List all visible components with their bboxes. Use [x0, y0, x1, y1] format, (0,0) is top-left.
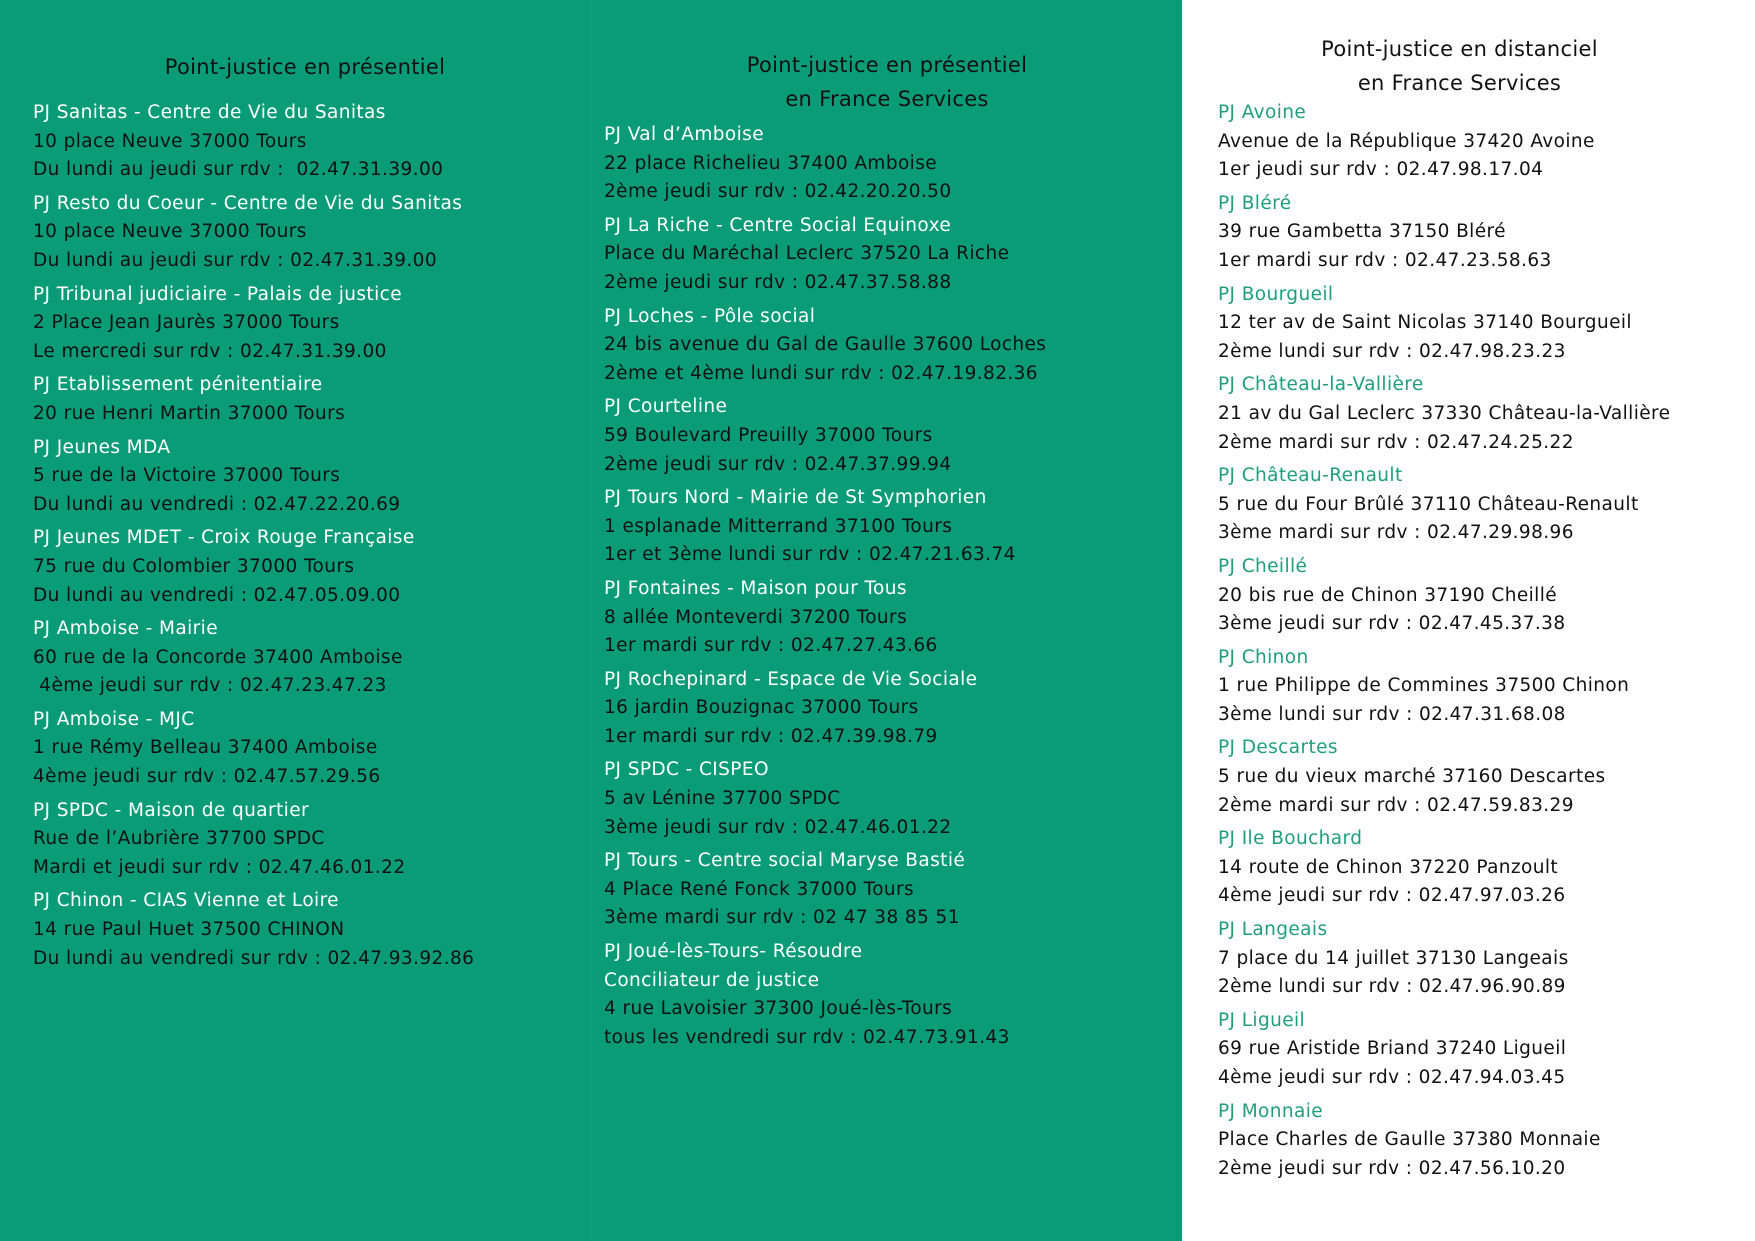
entry-schedule: Mardi et jeudi sur rdv : 02.47.46.01.22: [33, 856, 406, 878]
entry-name: PJ Château-Renault: [1218, 465, 1403, 487]
list-item: [1218, 644, 1670, 730]
entry-address: Rue de l’Aubrière 37700 SPDC: [33, 828, 325, 850]
entry-name: PJ Chinon - CIAS Vienne et Loire: [33, 890, 339, 912]
entry-address: 22 place Richelieu 37400 Amboise: [604, 152, 938, 174]
entry-address: 1 esplanade Mitterrand 37100 Tours: [604, 515, 953, 537]
entry-schedule: 1er mardi sur rdv : 02.47.23.58.63: [1218, 249, 1552, 271]
title-line: Point-justice en présentiel: [746, 53, 1028, 77]
entry-address: 5 rue du vieux marché 37160 Descartes: [1218, 766, 1606, 788]
entry-address: 75 rue du Colombier 37000 Tours: [33, 555, 355, 577]
entry-schedule: 4ème jeudi sur rdv : 02.47.57.29.56: [33, 766, 381, 788]
entry-schedule: 2ème et 4ème lundi sur rdv : 02.47.19.82.36: [604, 362, 1038, 384]
list-item: [1218, 916, 1670, 1002]
entry-name: PJ SPDC - CISPEO: [604, 759, 769, 781]
entry-address: 1 rue Rémy Belleau 37400 Amboise: [33, 737, 378, 759]
column-title: [592, 48, 1182, 116]
entry-address: 21 av du Gal Leclerc 37330 Château-la-Vallière: [1218, 402, 1671, 424]
entry-name: PJ Fontaines - Maison pour Tous: [604, 577, 907, 599]
title-line: Point-justice en distanciel: [1321, 37, 1598, 61]
column-presentiel: [0, 0, 591, 1241]
list-item: [604, 212, 1046, 298]
entry-name: PJ Langeais: [1218, 919, 1328, 941]
entry-schedule: 2ème mardi sur rdv : 02.47.24.25.22: [1218, 431, 1574, 453]
entry-name: PJ Avoine: [1218, 102, 1307, 123]
entry-name: PJ Bléré: [1218, 192, 1292, 214]
title-line: en France Services: [785, 87, 989, 111]
entry-schedule: Du lundi au jeudi sur rdv : 02.47.31.39.00: [33, 159, 444, 181]
entry-schedule: 3ème jeudi sur rdv : 02.47.46.01.22: [604, 816, 952, 838]
entry-address: 4 Place René Fonck 37000 Tours: [604, 878, 915, 900]
entry-schedule: 2ème mardi sur rdv : 02.47.59.83.29: [1218, 794, 1574, 816]
entry-schedule: Du lundi au jeudi sur rdv : 02.47.31.39.00: [33, 249, 437, 271]
entry-schedule: 2ème jeudi sur rdv : 02.42.20.20.50: [604, 181, 952, 203]
entry-address: 69 rue Aristide Briand 37240 Ligueil: [1218, 1038, 1567, 1060]
list-item: [604, 484, 1046, 570]
entry-name: PJ Val d’Amboise: [604, 124, 764, 145]
entry-address: 14 rue Paul Huet 37500 CHINON: [33, 919, 345, 941]
entry-schedule: Du lundi au vendredi : 02.47.05.09.00: [33, 584, 401, 606]
list-item: [33, 797, 474, 883]
entry-schedule: 2ème jeudi sur rdv : 02.47.37.58.88: [604, 271, 952, 293]
entry-name: PJ Courteline: [604, 396, 728, 418]
entry-address: 14 route de Chinon 37220 Panzoult: [1218, 856, 1559, 878]
list-item: [604, 847, 1046, 933]
entry-address: 2 Place Jean Jaurès 37000 Tours: [33, 312, 340, 334]
entry-schedule: 1er mardi sur rdv : 02.47.27.43.66: [604, 635, 938, 657]
entry-name: PJ Château-la-Vallière: [1218, 374, 1424, 396]
entry-name: PJ Sanitas - Centre de Vie du Sanitas: [33, 102, 386, 123]
column-presentiel-france-services: [591, 0, 1182, 1241]
entry-schedule: 1er mardi sur rdv : 02.47.39.98.79: [604, 725, 938, 747]
entry-name-continued: Conciliateur de justice: [604, 969, 820, 991]
entry-name: PJ Chinon: [1218, 646, 1309, 668]
entry-schedule: Du lundi au vendredi sur rdv : 02.47.93.92.86: [33, 947, 475, 969]
entry-address: 59 Boulevard Preuilly 37000 Tours: [604, 424, 933, 446]
entry-name: PJ Rochepinard - Espace de Vie Sociale: [604, 668, 978, 690]
list-item: [1218, 1007, 1670, 1093]
entry-address: 16 jardin Bouzignac 37000 Tours: [604, 697, 919, 719]
list-item: [33, 371, 474, 428]
list-item: [604, 393, 1046, 479]
list-item: [1218, 190, 1670, 276]
entry-name: PJ Tribunal judiciaire - Palais de justice: [33, 283, 402, 305]
entry-schedule: 4ème jeudi sur rdv : 02.47.97.03.26: [1218, 885, 1566, 907]
entry-address: 8 allée Monteverdi 37200 Tours: [604, 606, 908, 628]
list-item: [604, 575, 1046, 661]
entry-address: 24 bis avenue du Gal de Gaulle 37600 Loches: [604, 334, 1047, 356]
column-distanciel-france-services: [1182, 0, 1755, 1241]
entry-schedule: 4ème jeudi sur rdv : 02.47.23.47.23: [33, 675, 387, 697]
entry-address: 5 rue de la Victoire 37000 Tours: [33, 465, 341, 487]
entry-list: [1218, 99, 1670, 1188]
list-item: [1218, 99, 1670, 185]
entry-name: PJ Amboise - MJC: [33, 708, 195, 730]
entry-schedule: 2ème jeudi sur rdv : 02.47.37.99.94: [604, 453, 952, 475]
title-line: en France Services: [1357, 71, 1562, 95]
entry-name: PJ La Riche - Centre Social Equinoxe: [604, 214, 952, 236]
entry-name: PJ SPDC - Maison de quartier: [33, 799, 309, 821]
entry-name: PJ Descartes: [1218, 737, 1338, 759]
entry-address: 20 bis rue de Chinon 37190 Cheillé: [1218, 584, 1558, 606]
list-item: [604, 303, 1046, 389]
entry-schedule: tous les vendredi sur rdv : 02.47.73.91.43: [604, 1026, 1010, 1048]
entry-name: PJ Cheillé: [1218, 555, 1308, 577]
entry-name: PJ Jeunes MDA: [33, 436, 171, 458]
list-item: [604, 121, 1046, 207]
entry-name: PJ Etablissement pénitentiaire: [33, 374, 323, 396]
entry-schedule: 2ème lundi sur rdv : 02.47.98.23.23: [1218, 340, 1566, 362]
column-title: [1202, 32, 1717, 100]
entry-address: Place du Maréchal Leclerc 37520 La Riche: [604, 243, 1010, 265]
list-item: [1218, 281, 1670, 367]
list-item: [604, 756, 1046, 842]
list-item: [604, 938, 1046, 1052]
entry-name: PJ Resto du Coeur - Centre de Vie du Sanitas: [33, 192, 463, 214]
entry-name: PJ Jeunes MDET - Croix Rouge Française: [33, 527, 415, 549]
list-item: [1218, 734, 1670, 820]
entry-name: PJ Monnaie: [1218, 1100, 1324, 1122]
entry-address: 10 place Neuve 37000 Tours: [33, 221, 307, 243]
entry-schedule: 1er jeudi sur rdv : 02.47.98.17.04: [1218, 159, 1544, 181]
entry-name: PJ Tours Nord - Mairie de St Symphorien: [604, 487, 987, 509]
list-item: [604, 666, 1046, 752]
list-item: [33, 887, 474, 973]
entry-address: Place Charles de Gaulle 37380 Monnaie: [1218, 1129, 1601, 1151]
entry-schedule: 2ème jeudi sur rdv : 02.47.56.10.20: [1218, 1157, 1566, 1179]
entry-address: 4 rue Lavoisier 37300 Joué-lès-Tours: [604, 998, 953, 1020]
list-item: [33, 281, 474, 367]
entry-address: 5 av Lénine 37700 SPDC: [604, 788, 841, 810]
list-item: [33, 524, 474, 610]
entry-name: PJ Bourgueil: [1218, 283, 1334, 305]
entry-schedule: 3ème lundi sur rdv : 02.47.31.68.08: [1218, 703, 1566, 725]
list-item: [33, 615, 474, 701]
entry-address: 5 rue du Four Brûlé 37110 Château-Renault: [1218, 493, 1639, 515]
entry-address: 10 place Neuve 37000 Tours: [33, 130, 307, 152]
list-item: [1218, 825, 1670, 911]
entry-schedule: 3ème jeudi sur rdv : 02.47.45.37.38: [1218, 613, 1566, 635]
list-item: [33, 190, 474, 276]
entry-list: [33, 99, 474, 978]
entry-address: 39 rue Gambetta 37150 Bléré: [1218, 221, 1506, 243]
entry-name: PJ Tours - Centre social Maryse Bastié: [604, 850, 966, 872]
list-item: [33, 99, 474, 185]
list-item: [1218, 1098, 1670, 1184]
entry-name: PJ Joué-lès-Tours- Résoudre: [604, 941, 863, 963]
entry-schedule: 4ème jeudi sur rdv : 02.47.94.03.45: [1218, 1067, 1566, 1088]
entry-schedule: Le mercredi sur rdv : 02.47.31.39.00: [33, 340, 387, 362]
entry-list: [604, 121, 1046, 1057]
title-line: Point-justice en présentiel: [164, 55, 446, 79]
entry-address: 7 place du 14 juillet 37130 Langeais: [1218, 947, 1569, 969]
entry-schedule: 3ème mardi sur rdv : 02 47 38 85 51: [604, 907, 960, 929]
entry-schedule: Du lundi au vendredi : 02.47.22.20.69: [33, 493, 401, 515]
entry-address: Avenue de la République 37420 Avoine: [1218, 130, 1595, 152]
entry-schedule: 3ème mardi sur rdv : 02.47.29.98.96: [1218, 522, 1574, 544]
entry-address: 1 rue Philippe de Commines 37500 Chinon: [1218, 675, 1630, 697]
list-item: [33, 434, 474, 520]
entry-name: PJ Loches - Pôle social: [604, 305, 816, 327]
entry-schedule: 2ème lundi sur rdv : 02.47.96.90.89: [1218, 976, 1566, 998]
entry-address: 12 ter av de Saint Nicolas 37140 Bourgueil: [1218, 312, 1632, 334]
entry-schedule: 1er et 3ème lundi sur rdv : 02.47.21.63.74: [604, 544, 1016, 566]
entry-name: PJ Amboise - Mairie: [33, 618, 218, 640]
entry-address: 60 rue de la Concorde 37400 Amboise: [33, 646, 403, 668]
entry-name: PJ Ile Bouchard: [1218, 828, 1363, 850]
entry-name: PJ Ligueil: [1218, 1009, 1306, 1031]
list-item: [1218, 462, 1670, 548]
list-item: [1218, 371, 1670, 457]
entry-address: 20 rue Henri Martin 37000 Tours: [33, 402, 346, 424]
list-item: [33, 706, 474, 792]
column-title: [0, 50, 610, 84]
list-item: [1218, 553, 1670, 639]
